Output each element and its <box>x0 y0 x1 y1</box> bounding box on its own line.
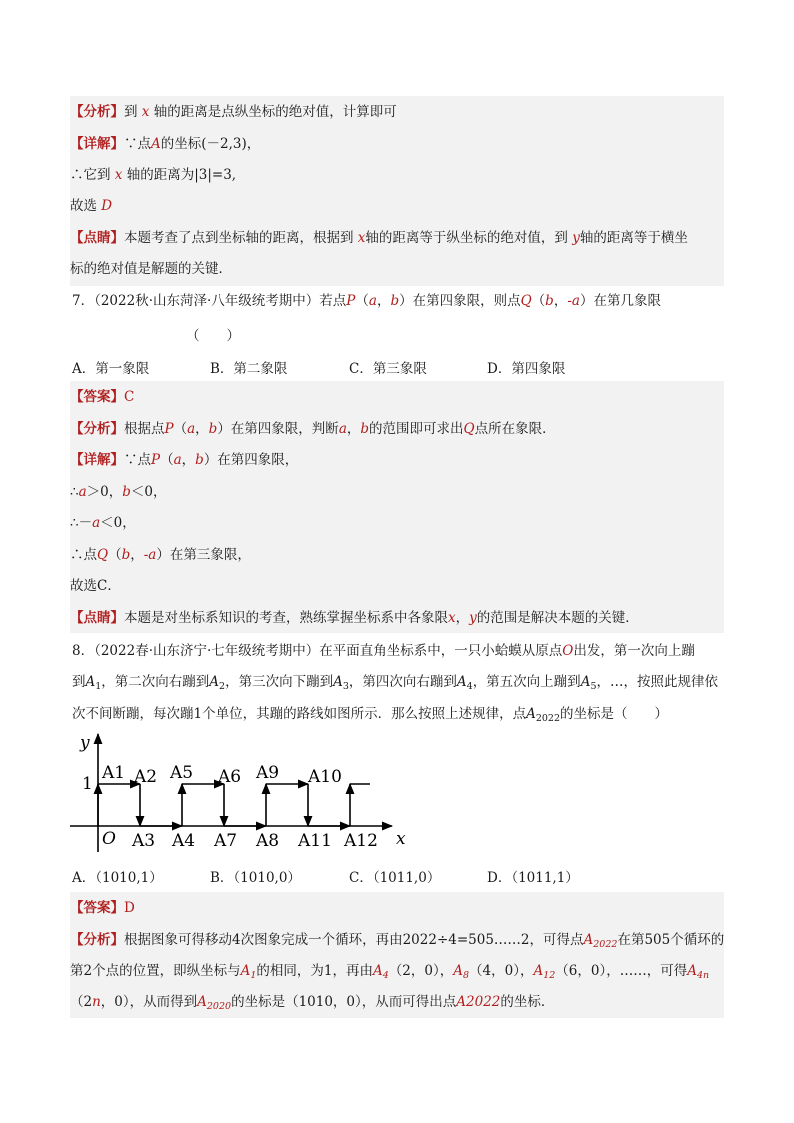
answer-tag: 【答案】 <box>70 389 124 405</box>
point-label-a7: A7 <box>214 831 238 851</box>
text: ＜0， <box>130 484 167 500</box>
text: （2，0）， <box>388 963 454 979</box>
q7-option-d[interactable]: D．第四象限 <box>487 361 566 377</box>
subscript: 12 <box>543 970 556 981</box>
var-b: b <box>122 484 131 500</box>
text: 的坐标是（ ） <box>560 706 669 722</box>
var-b: b <box>121 547 131 563</box>
text: ）在第四象限， <box>203 452 299 468</box>
text: 的坐标． <box>500 994 555 1010</box>
q8-solution-block <box>70 892 724 1018</box>
text: ）在第四象限，则点 <box>399 293 521 309</box>
subscript: 2020 <box>206 1001 232 1012</box>
var-A: A <box>687 963 697 979</box>
text: 故选 <box>70 198 97 214</box>
q6-detail <box>70 129 260 159</box>
q7-analysis <box>70 414 556 444</box>
var-y: y <box>469 610 477 626</box>
q7-choice: 故选C． <box>70 578 121 594</box>
tick-label-one: 1 <box>82 774 93 794</box>
answer-tag: 【答案】 <box>70 900 124 916</box>
text: ， <box>181 452 196 468</box>
answer-value: D <box>124 900 135 916</box>
q8-option-b[interactable]: B．（1010,0） <box>210 870 301 886</box>
q8-stem-line1 <box>72 637 695 665</box>
text: （ <box>355 293 369 309</box>
answer-value: C <box>124 389 135 405</box>
q8-analysis-line3 <box>70 987 554 1017</box>
var-A: A <box>453 963 463 979</box>
q6-detail-line2 <box>70 160 236 190</box>
var-P: P <box>164 421 174 437</box>
q6-solution-block <box>70 96 724 286</box>
text: ∵点 <box>124 136 151 152</box>
q8-option-a[interactable]: A．（1010,1） <box>72 870 163 886</box>
text: 7．（2022秋·山东菏泽·八年级统考期中）若点 <box>72 293 347 309</box>
q8-stem-line3 <box>72 700 668 728</box>
var-A: A <box>197 994 207 1010</box>
frog-path-figure <box>60 728 420 856</box>
text: ，第二次向右蹦到 <box>101 674 210 690</box>
text: 轴的距离为|3|=3, <box>126 167 237 183</box>
var-y: y <box>572 230 580 246</box>
text: 轴的距离等于纵坐标的绝对值，到 <box>365 230 568 246</box>
var-a: a <box>338 421 347 437</box>
text: 根据点 <box>124 421 165 437</box>
subscript: 2 <box>219 681 226 692</box>
text: 出发，第一次向上蹦 <box>573 643 695 659</box>
subscript: 8 <box>462 970 470 981</box>
text: 本题考查了点到坐标轴的距离，根据到 <box>124 230 354 246</box>
text: 在第505个循环的 <box>617 932 725 948</box>
q7-option-c[interactable]: C．第三象限 <box>349 361 427 377</box>
text: ∴点 <box>70 547 97 563</box>
var-P: P <box>151 452 161 468</box>
var-P: P <box>346 293 356 309</box>
var-A: A <box>456 674 467 690</box>
text: （6，0），……，可得 <box>555 963 688 979</box>
var-A: A <box>526 706 536 722</box>
var-b: b <box>195 452 204 468</box>
text: 根据图象可得移动4次图象完成一个循环，再由2022÷4=505……2，可得点 <box>124 932 584 948</box>
subscript: 3 <box>342 681 349 692</box>
analysis-tag: 【分析】 <box>70 932 124 948</box>
choice-letter: D <box>101 198 113 214</box>
q7-stem <box>72 287 661 315</box>
q7-detail-line4 <box>70 540 251 570</box>
var-A: A <box>333 674 343 690</box>
q8-analysis-line1 <box>70 925 724 955</box>
q8-option-d[interactable]: D．（1011,1） <box>487 870 579 886</box>
analysis-tag: 【分析】 <box>70 104 124 120</box>
var-x: x <box>357 230 366 246</box>
var-A: A <box>209 674 220 690</box>
text: 的范围是解决本题的关键． <box>476 610 639 626</box>
text: ， <box>455 610 470 626</box>
comment-tag: 【点睛】 <box>70 230 124 246</box>
var-b: b <box>360 421 370 437</box>
text: ， <box>376 293 391 309</box>
point-A2022: A2022 <box>456 994 501 1010</box>
q8-analysis-line2 <box>70 956 709 986</box>
q6-choice <box>70 191 112 221</box>
text: 第2个点的位置，即纵坐标与 <box>70 963 241 979</box>
q7-option-b[interactable]: B．第二象限 <box>210 361 288 377</box>
point-label-a3: A3 <box>132 831 156 851</box>
var-a: a <box>78 484 87 500</box>
text: 的范围即可求出 <box>369 421 464 437</box>
var-O: O <box>562 643 574 659</box>
var-A: A <box>580 674 591 690</box>
subscript: 4 <box>382 970 389 981</box>
subscript: 2022 <box>593 939 618 950</box>
subscript: 1 <box>95 681 102 692</box>
q8-stem-line2 <box>72 668 718 696</box>
var-A: A <box>372 963 383 979</box>
detail-tag: 【详解】 <box>70 452 124 468</box>
q6-analysis <box>70 97 397 127</box>
text: ， <box>195 421 209 437</box>
text: （4，0）， <box>469 963 534 979</box>
var-b: b <box>545 293 554 309</box>
text: ， <box>553 293 568 309</box>
var-n: n <box>92 994 101 1010</box>
point-label-a2: A2 <box>134 767 158 787</box>
text: ∴它到 <box>70 167 111 183</box>
subscript: 1 <box>250 970 257 981</box>
q7-detail-line3 <box>70 508 136 538</box>
text: 本题是对坐标系知识的考查，熟练掌握坐标系中各象限 <box>124 610 448 626</box>
text: （ <box>108 547 122 563</box>
analysis-tag: 【分析】 <box>70 421 124 437</box>
text: （ <box>531 293 546 309</box>
var-a: a <box>368 293 377 309</box>
q6-comment <box>70 223 724 285</box>
text: 轴的距离等于横坐 <box>579 230 688 246</box>
text: 到 <box>72 674 86 690</box>
point-label-a4: A4 <box>172 831 196 851</box>
subscript: 4 <box>466 681 473 692</box>
text: ＜0， <box>100 515 136 531</box>
point-label-a12: A12 <box>344 831 378 851</box>
text: ， <box>130 547 144 563</box>
var-b: b <box>208 421 218 437</box>
var-A: A <box>85 674 96 690</box>
text: （ <box>173 421 188 437</box>
text: 的坐标是（1010，0），从而可得出点 <box>231 994 457 1010</box>
text: 标的绝对值是解题的关键． <box>70 261 232 277</box>
subscript: 2022 <box>535 713 561 724</box>
point-label-a10: A10 <box>308 767 342 787</box>
text: 的相同，为1，再由 <box>256 963 373 979</box>
text: 次不间断蹦，每次蹦1个单位，其蹦的路线如图所示．那么按照上述规律，点 <box>72 706 527 722</box>
q7-option-a[interactable]: A．第一象限 <box>72 361 150 377</box>
text: （2 <box>70 994 93 1010</box>
text: ＞0， <box>86 484 123 500</box>
text: 点所在象限． <box>474 421 556 437</box>
point-label-a9: A9 <box>256 763 280 783</box>
var-a: a <box>187 421 196 437</box>
var-A: A <box>151 136 161 152</box>
var-x: x <box>141 104 150 120</box>
text: ， <box>346 421 361 437</box>
point-label-a11: A11 <box>298 831 332 851</box>
text: 的坐标(－2,3)， <box>160 136 261 152</box>
q7-answer <box>70 382 134 412</box>
x-axis-label: x <box>396 829 406 849</box>
origin-label: O <box>102 829 116 849</box>
point-label-a8: A8 <box>256 831 280 851</box>
subscript: 4n <box>696 970 710 981</box>
text: ∵点 <box>124 452 151 468</box>
text: ，0），从而得到 <box>100 994 198 1010</box>
var-neg-a: -a <box>567 293 580 309</box>
var-A: A <box>583 932 594 948</box>
text: ，…，按照此规律依 <box>596 674 718 690</box>
q7-blank-paren: （ ） <box>186 328 240 344</box>
var-A: A <box>240 963 251 979</box>
point-label-a6: A6 <box>218 767 242 787</box>
detail-tag: 【详解】 <box>70 136 124 152</box>
point-label-a5: A5 <box>170 763 194 783</box>
comment-tag: 【点睛】 <box>70 610 124 626</box>
text: ，第四次向右蹦到 <box>348 674 457 690</box>
text: ，第五次向上蹦到 <box>472 674 581 690</box>
text: ）在第四象限，判断 <box>217 421 339 437</box>
subscript: 5 <box>590 681 597 692</box>
text: ）在第几象限 <box>579 293 661 309</box>
var-Q: Q <box>463 421 475 437</box>
text: ∴－ <box>70 515 93 531</box>
path-segments <box>98 784 370 826</box>
text: ，第三次向下蹦到 <box>225 674 334 690</box>
text: 轴的距离是点纵坐标的绝对值，计算即可 <box>153 104 397 120</box>
q7-comment <box>70 603 639 633</box>
text: 8．（2022春·山东济宁·七年级统考期中）在平面直角坐标系中，一只小蛤蟆从原点 <box>72 643 563 659</box>
q7-detail <box>70 445 298 475</box>
var-b: b <box>390 293 400 309</box>
point-label-a1: A1 <box>102 763 126 783</box>
var-a: a <box>92 515 101 531</box>
var-x: x <box>114 167 123 183</box>
var-x: x <box>448 610 456 626</box>
var-a: a <box>173 452 182 468</box>
var-Q: Q <box>97 547 109 563</box>
y-axis-label: y <box>80 733 90 753</box>
var-Q: Q <box>520 293 532 309</box>
q8-answer <box>70 893 135 923</box>
q7-solution-block <box>70 381 724 633</box>
var-neg-a: -a <box>143 547 157 563</box>
text: （ <box>160 452 174 468</box>
text: 到 <box>124 104 138 120</box>
q8-option-c[interactable]: C．（1011,0） <box>349 870 441 886</box>
var-A: A <box>533 963 544 979</box>
text: ）在第三象限， <box>156 547 251 563</box>
text: ∴ <box>70 484 79 500</box>
q7-detail-line2 <box>70 477 167 507</box>
